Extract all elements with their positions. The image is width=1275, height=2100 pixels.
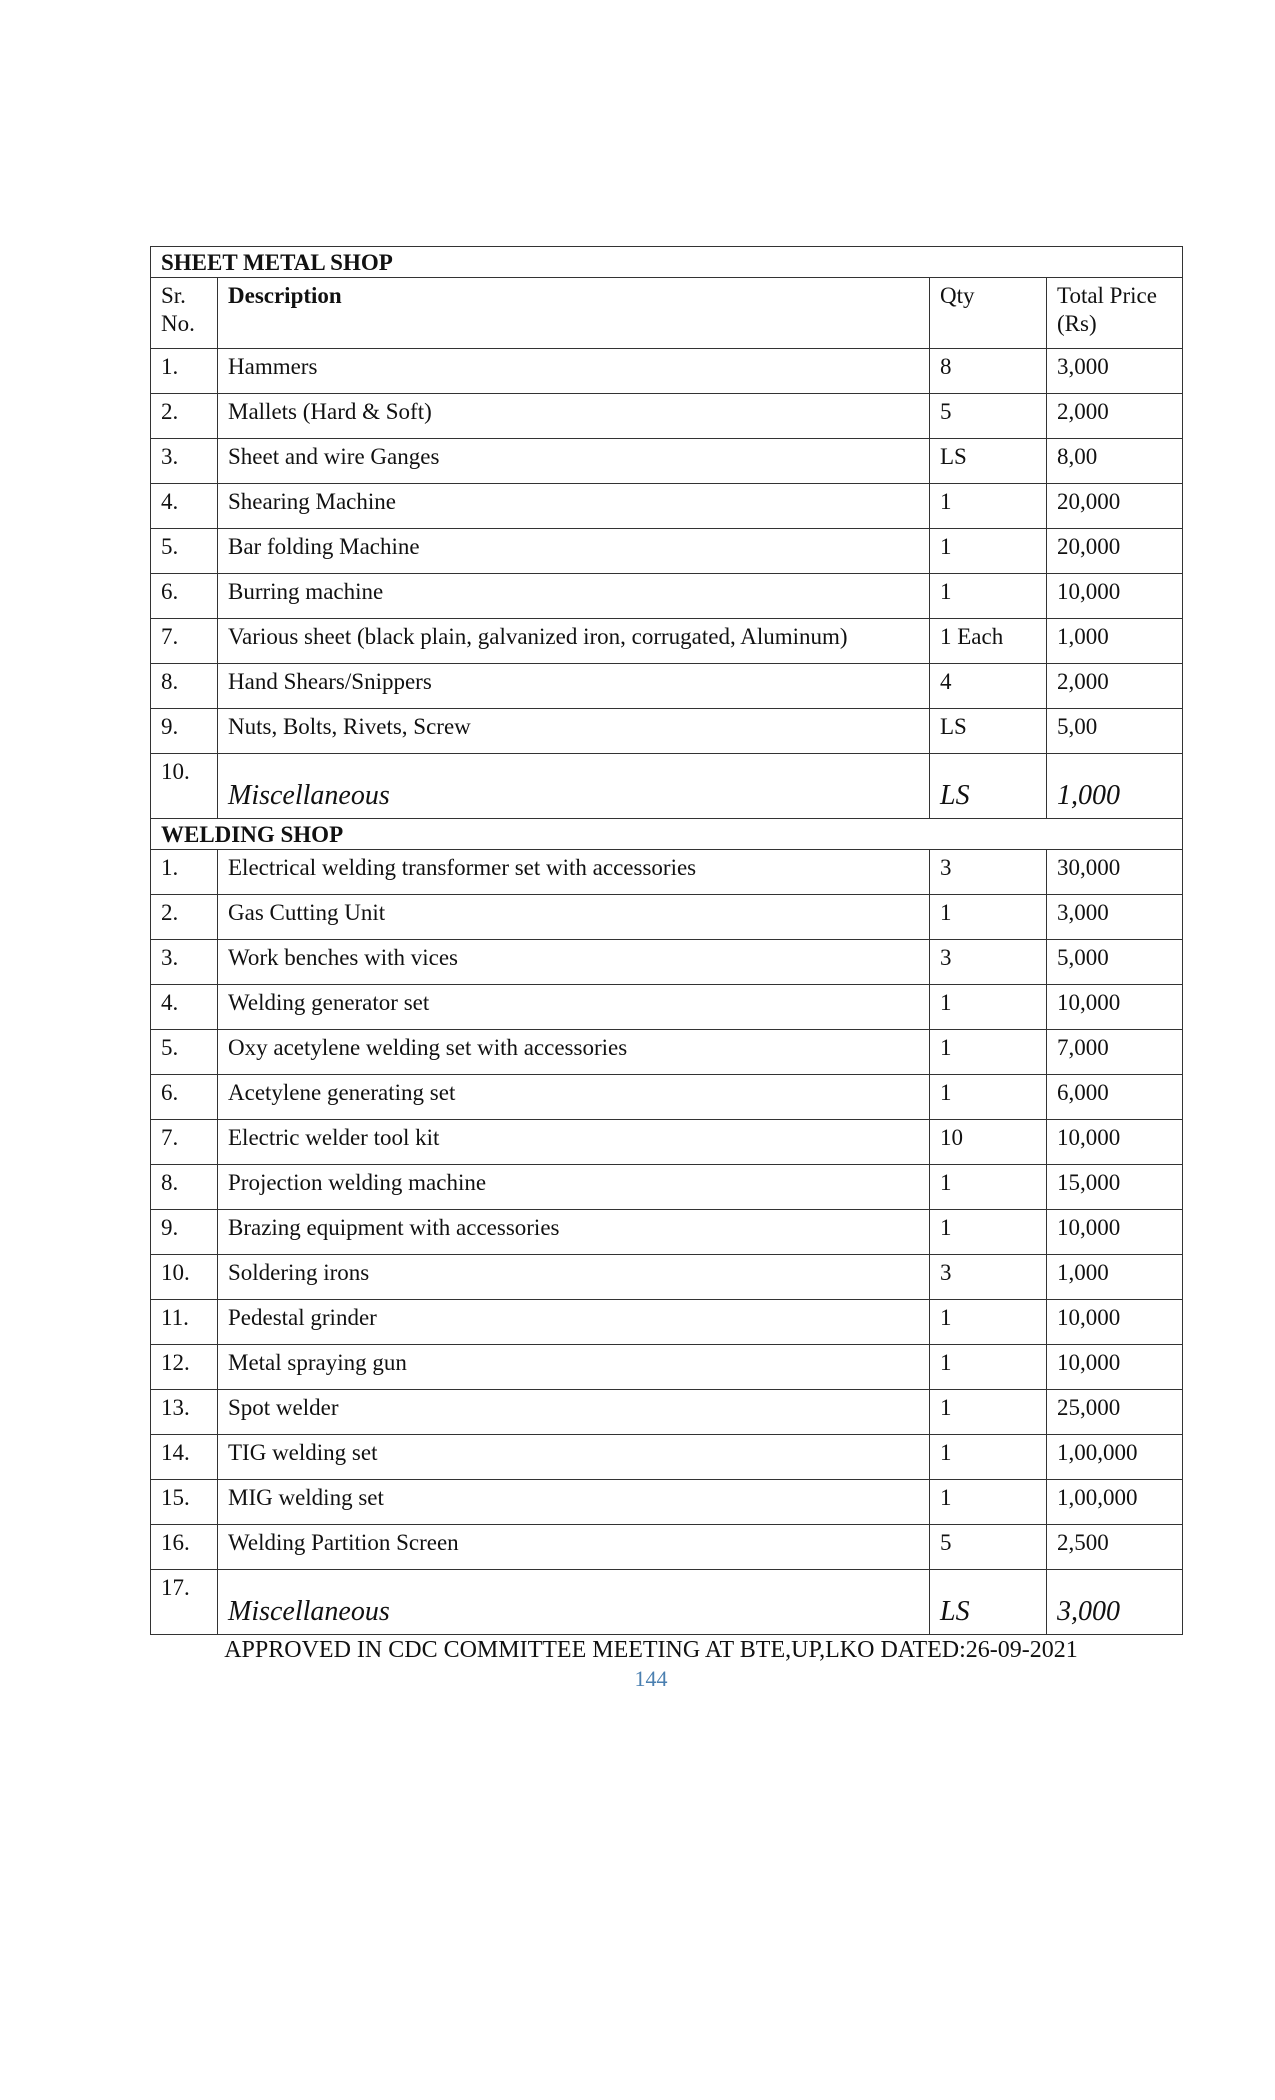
row-sr-no: 7.: [151, 619, 218, 664]
row-qty: 1: [930, 1480, 1047, 1525]
row-sr-no: 3.: [151, 439, 218, 484]
row-price: 10,000: [1047, 1300, 1183, 1345]
row-description: Nuts, Bolts, Rivets, Screw: [218, 709, 930, 754]
section-title-row: [151, 819, 1183, 850]
row-description: TIG welding set: [218, 1435, 930, 1480]
misc-row: [151, 754, 1183, 819]
row-sr-no: 10.: [151, 1255, 218, 1300]
row-price: 20,000: [1047, 529, 1183, 574]
row-sr-no: 1.: [151, 850, 218, 895]
row-price: 3,000: [1047, 895, 1183, 940]
row-qty: 3: [930, 940, 1047, 985]
row-description: Burring machine: [218, 574, 930, 619]
row-sr-no: 7.: [151, 1120, 218, 1165]
row-description: [218, 1570, 930, 1635]
table-row: [151, 850, 1183, 895]
table-row: [151, 895, 1183, 940]
row-description: Projection welding machine: [218, 1165, 930, 1210]
row-price: 10,000: [1047, 574, 1183, 619]
section-title-row: [151, 247, 1183, 278]
row-sr-no: 4.: [151, 985, 218, 1030]
row-qty: 1: [930, 1390, 1047, 1435]
row-qty: 3: [930, 850, 1047, 895]
table-row: [151, 1300, 1183, 1345]
table-row: [151, 1390, 1183, 1435]
row-description: Shearing Machine: [218, 484, 930, 529]
row-price: 10,000: [1047, 985, 1183, 1030]
row-price: 7,000: [1047, 1030, 1183, 1075]
table-row: [151, 619, 1183, 664]
misc-price: 1,000: [1057, 780, 1120, 811]
equipment-table: [150, 246, 1183, 1635]
row-qty: 1: [930, 484, 1047, 529]
row-sr-no: 9.: [151, 709, 218, 754]
row-qty: 5: [930, 1525, 1047, 1570]
row-sr-no: 6.: [151, 574, 218, 619]
row-sr-no: 3.: [151, 940, 218, 985]
table-row: [151, 1525, 1183, 1570]
row-qty: 1: [930, 1300, 1047, 1345]
table-row: [151, 1210, 1183, 1255]
header-description: Description: [218, 278, 930, 349]
table-row: [151, 1435, 1183, 1480]
header-qty: Qty: [930, 278, 1047, 349]
row-description: Hand Shears/Snippers: [218, 664, 930, 709]
row-price: 1,00,000: [1047, 1480, 1183, 1525]
misc-price: 3,000: [1057, 1596, 1120, 1627]
row-description: Acetylene generating set: [218, 1075, 930, 1120]
row-sr-no: 11.: [151, 1300, 218, 1345]
row-qty: 1 Each: [930, 619, 1047, 664]
row-qty: 10: [930, 1120, 1047, 1165]
row-description: Work benches with vices: [218, 940, 930, 985]
table-row: [151, 1255, 1183, 1300]
row-price: 1,00,000: [1047, 1435, 1183, 1480]
row-price: 30,000: [1047, 850, 1183, 895]
row-sr-no: 2.: [151, 394, 218, 439]
row-sr-no: 15.: [151, 1480, 218, 1525]
row-sr-no: 6.: [151, 1075, 218, 1120]
row-qty: 4: [930, 664, 1047, 709]
table-row: [151, 1480, 1183, 1525]
row-price: 10,000: [1047, 1210, 1183, 1255]
row-price: 1,000: [1047, 619, 1183, 664]
equipment-table-container: [150, 246, 1182, 1635]
row-sr-no: 8.: [151, 664, 218, 709]
section-title: WELDING SHOP: [151, 819, 1183, 850]
table-row: [151, 664, 1183, 709]
equipment-table-body: [151, 247, 1183, 1635]
row-sr-no: 14.: [151, 1435, 218, 1480]
table-row: [151, 709, 1183, 754]
row-qty: 3: [930, 1255, 1047, 1300]
row-description: Gas Cutting Unit: [218, 895, 930, 940]
table-row: [151, 1345, 1183, 1390]
row-description: Welding generator set: [218, 985, 930, 1030]
row-sr-no: 8.: [151, 1165, 218, 1210]
row-price: [1047, 754, 1183, 819]
row-sr-no: 5.: [151, 1030, 218, 1075]
row-description: Electrical welding transformer set with accessories: [218, 850, 930, 895]
row-qty: LS: [930, 439, 1047, 484]
row-qty: 1: [930, 1435, 1047, 1480]
row-description: Metal spraying gun: [218, 1345, 930, 1390]
row-description: Electric welder tool kit: [218, 1120, 930, 1165]
row-qty: 5: [930, 394, 1047, 439]
row-qty: 1: [930, 529, 1047, 574]
row-price: 15,000: [1047, 1165, 1183, 1210]
row-qty: 1: [930, 1030, 1047, 1075]
row-qty: 1: [930, 985, 1047, 1030]
row-price: 5,000: [1047, 940, 1183, 985]
row-description: Mallets (Hard & Soft): [218, 394, 930, 439]
row-price: 25,000: [1047, 1390, 1183, 1435]
row-sr-no: 13.: [151, 1390, 218, 1435]
table-row: [151, 574, 1183, 619]
row-sr-no: 17.: [151, 1570, 218, 1635]
row-price: 2,500: [1047, 1525, 1183, 1570]
row-description: Oxy acetylene welding set with accessories: [218, 1030, 930, 1075]
header-row: [151, 278, 1183, 349]
table-row: [151, 985, 1183, 1030]
row-price: [1047, 1570, 1183, 1635]
section-title: SHEET METAL SHOP: [151, 247, 1183, 278]
row-sr-no: 1.: [151, 349, 218, 394]
row-description: Sheet and wire Ganges: [218, 439, 930, 484]
misc-qty: LS: [940, 780, 970, 811]
misc-qty: LS: [940, 1596, 970, 1627]
header-sr-no: Sr. No.: [151, 278, 218, 349]
row-price: 1,000: [1047, 1255, 1183, 1300]
table-row: [151, 439, 1183, 484]
table-row: [151, 1120, 1183, 1165]
row-description: [218, 754, 930, 819]
row-sr-no: 9.: [151, 1210, 218, 1255]
row-price: 6,000: [1047, 1075, 1183, 1120]
table-row: [151, 940, 1183, 985]
row-description: Brazing equipment with accessories: [218, 1210, 930, 1255]
page-number: 144: [634, 1666, 668, 1691]
row-price: 2,000: [1047, 394, 1183, 439]
table-row: [151, 1165, 1183, 1210]
row-description: Spot welder: [218, 1390, 930, 1435]
row-price: 2,000: [1047, 664, 1183, 709]
misc-description: Miscellaneous: [228, 1596, 390, 1627]
misc-description: Miscellaneous: [228, 780, 390, 811]
row-description: Bar folding Machine: [218, 529, 930, 574]
row-qty: 8: [930, 349, 1047, 394]
misc-row: [151, 1570, 1183, 1635]
table-row: [151, 1030, 1183, 1075]
row-sr-no: 4.: [151, 484, 218, 529]
row-sr-no: 12.: [151, 1345, 218, 1390]
row-price: 3,000: [1047, 349, 1183, 394]
table-row: [151, 1075, 1183, 1120]
row-sr-no: 16.: [151, 1525, 218, 1570]
table-row: [151, 394, 1183, 439]
row-price: 20,000: [1047, 484, 1183, 529]
row-sr-no: 5.: [151, 529, 218, 574]
row-qty: 1: [930, 895, 1047, 940]
row-qty: 1: [930, 574, 1047, 619]
row-description: Various sheet (black plain, galvanized iron, corrugated, Aluminum): [218, 619, 930, 664]
row-sr-no: 10.: [151, 754, 218, 819]
row-qty: [930, 754, 1047, 819]
row-price: 5,00: [1047, 709, 1183, 754]
row-sr-no: 2.: [151, 895, 218, 940]
row-qty: 1: [930, 1165, 1047, 1210]
row-price: 10,000: [1047, 1345, 1183, 1390]
approval-footer: APPROVED IN CDC COMMITTEE MEETING AT BTE,UP,LKO DATED:26-09-2021: [224, 1637, 1078, 1663]
header-total-price: Total Price (Rs): [1047, 278, 1183, 349]
table-row: [151, 349, 1183, 394]
table-row: [151, 529, 1183, 574]
row-description: Pedestal grinder: [218, 1300, 930, 1345]
row-price: 10,000: [1047, 1120, 1183, 1165]
row-price: 8,00: [1047, 439, 1183, 484]
row-description: Hammers: [218, 349, 930, 394]
row-description: MIG welding set: [218, 1480, 930, 1525]
table-row: [151, 484, 1183, 529]
row-qty: 1: [930, 1210, 1047, 1255]
row-qty: [930, 1570, 1047, 1635]
row-qty: 1: [930, 1345, 1047, 1390]
row-description: Welding Partition Screen: [218, 1525, 930, 1570]
row-description: Soldering irons: [218, 1255, 930, 1300]
row-qty: LS: [930, 709, 1047, 754]
row-qty: 1: [930, 1075, 1047, 1120]
